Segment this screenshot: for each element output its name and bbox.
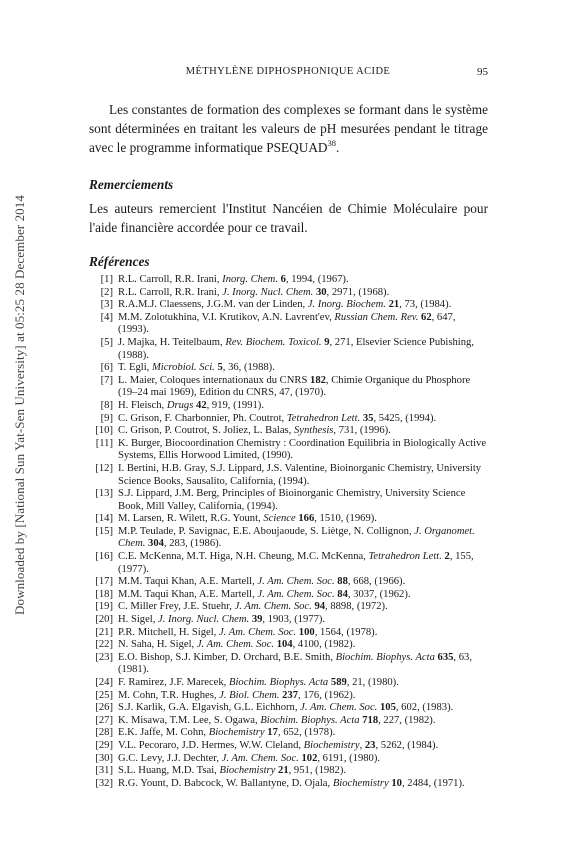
- volume-number: 718: [362, 714, 379, 726]
- reference-segment: M. Larsen, R. Wilett, R.G. Yount,: [118, 513, 264, 525]
- reference-text: [118, 727, 488, 740]
- reference-text: [118, 614, 488, 627]
- reference-segment: K. Misawa, T.M. Lee, S. Ogawa,: [118, 714, 261, 726]
- reference-text: [118, 438, 488, 463]
- reference-text: [118, 690, 488, 703]
- download-watermark: [0, 0, 40, 863]
- intro-text: Les constantes de formation des complexes se formant dans le système sont déterminées en traitant les valeurs de pH mesurées pendant le titrage avec le programme informatique PSEQUAD: [89, 102, 488, 155]
- reference-item: [89, 627, 488, 640]
- reference-item: [89, 375, 488, 400]
- reference-segment: R.L. Carroll, R.R. Irani,: [118, 274, 223, 285]
- reference-segment: , 652, (1978).: [277, 727, 336, 739]
- journal-name: Synthesis: [293, 425, 334, 437]
- reference-item: [89, 513, 488, 526]
- reference-segment: , 227, (1982).: [378, 714, 436, 726]
- reference-text: [118, 765, 488, 778]
- reference-text: [118, 287, 488, 300]
- running-header: [88, 66, 488, 82]
- reference-segment: E.O. Bishop, S.J. Kimber, D. Orchard, B.E. Smith,: [118, 651, 336, 663]
- journal-name: Biochim. Biophys. Acta: [335, 651, 435, 663]
- volume-number: 5: [217, 362, 223, 374]
- volume-number: 94: [314, 601, 326, 613]
- volume-number: 30: [315, 286, 327, 298]
- volume-number: 589: [330, 677, 347, 688]
- reference-item: [89, 413, 488, 426]
- reference-item: [89, 488, 488, 513]
- reference-text: [118, 463, 488, 488]
- volume-number: 102: [301, 752, 318, 764]
- journal-name: J. Am. Chem. Soc.: [196, 639, 275, 651]
- reference-text: [118, 425, 488, 438]
- volume-number: 105: [379, 702, 396, 714]
- reference-segment: , 36, (1988).: [222, 362, 275, 374]
- reference-segment: R.L. Carroll, R.R. Irani,: [118, 286, 223, 298]
- reference-text: [118, 778, 488, 791]
- reference-text: [118, 715, 488, 728]
- journal-name: Rev. Biochem. Toxicol.: [225, 336, 322, 348]
- reference-item: [89, 778, 488, 791]
- reference-text: [118, 702, 488, 715]
- reference-number: [7]: [100, 374, 113, 386]
- reference-item: [89, 400, 488, 413]
- references-heading: Références: [89, 254, 150, 269]
- reference-segment: T. Egli,: [118, 362, 152, 374]
- reference-number: [22]: [95, 639, 113, 651]
- reference-segment: , 951, (1982).: [288, 765, 347, 777]
- reference-item: [89, 287, 488, 300]
- reference-item: [89, 740, 488, 753]
- reference-text: [118, 312, 488, 337]
- reference-number: [4]: [100, 311, 113, 323]
- reference-text: [118, 589, 488, 602]
- reference-number: [28]: [95, 727, 113, 739]
- reference-segment: J. Majka, H. Teitelbaum,: [118, 336, 226, 348]
- reference-segment: C. Grison, P. Coutrot, S. Joliez, L. Balas,: [118, 425, 294, 437]
- reference-item: [89, 715, 488, 728]
- reference-segment: P.R. Mitchell, H. Sigel,: [118, 626, 219, 638]
- reference-number: [27]: [95, 714, 113, 726]
- journal-name: J. Organomet. Chem.: [118, 525, 475, 550]
- reference-segment: , 1564, (1978).: [314, 626, 378, 638]
- reference-segment: C. Miller Frey, J.E. Stuehr,: [118, 601, 235, 613]
- journal-name: Russian Chem. Rev.: [334, 311, 419, 323]
- reference-segment: C. Grison, F. Charbonnier, Ph. Coutrot,: [118, 412, 287, 424]
- volume-number: 182: [310, 374, 326, 386]
- reference-item: [89, 337, 488, 362]
- volume-number: 42: [196, 399, 207, 411]
- reference-number: [10]: [95, 425, 113, 437]
- reference-item: [89, 702, 488, 715]
- journal-name: J. Inorg. Nucl. Chem.: [222, 286, 314, 298]
- reference-segment: , 2484, (1971).: [401, 777, 465, 789]
- reference-segment: ,: [359, 739, 365, 751]
- reference-text: [118, 362, 488, 375]
- reference-segment: R.A.M.J. Claessens, J.G.M. van der Linden,: [118, 299, 308, 311]
- volume-number: 6: [280, 274, 286, 285]
- reference-segment: M.P. Teulade, P. Savignac, E.E. Aboujaoude, S. Liètge, N. Collignon,: [118, 525, 415, 537]
- reference-segment: , Chimie Organique du Phosphore (19–24 mai 1969), Edition du CNRS, 47, (1970).: [118, 374, 471, 399]
- reference-number: [9]: [100, 412, 113, 424]
- reference-text: [118, 375, 488, 400]
- reference-segment: M. Cohn, T.R. Hughes,: [118, 689, 220, 701]
- reference-segment: S.L. Huang, M.D. Tsai,: [118, 765, 220, 777]
- volume-number: 17: [267, 727, 278, 739]
- reference-segment: , 21, (1980).: [346, 677, 399, 688]
- reference-text: [118, 400, 488, 413]
- reference-segment: , 3037, (1962).: [347, 588, 411, 600]
- reference-item: [89, 765, 488, 778]
- reference-segment: S.J. Lippard, J.M. Berg, Principles of Bioinorganic Chemistry, University Science Book, Mill Valley, California, (1994).: [118, 488, 466, 512]
- reference-segment: E.K. Jaffe, M. Cohn,: [118, 727, 209, 739]
- reference-segment: , 731, (1996).: [333, 425, 391, 437]
- reference-item: [89, 677, 488, 690]
- reference-number: [24]: [95, 677, 113, 688]
- reference-text: [118, 652, 488, 677]
- reference-segment: , 668, (1966).: [347, 576, 406, 588]
- reference-number: [15]: [95, 525, 113, 537]
- journal-name: J. Am. Chem. Soc.: [257, 576, 335, 588]
- reference-segment: L. Maier, Coloques internationaux du CNRS: [118, 374, 311, 386]
- reference-segment: G.C. Levy, J.J. Dechter,: [118, 752, 222, 764]
- journal-name: Inorg. Chem.: [222, 274, 278, 285]
- reference-item: [89, 551, 488, 576]
- reference-item: [89, 438, 488, 463]
- reference-segment: , 4100, (1982).: [292, 639, 356, 651]
- reference-item: [89, 274, 488, 287]
- reference-number: [1]: [100, 274, 113, 285]
- reference-segment: , 647, (1993).: [118, 311, 456, 336]
- page-body: [89, 100, 488, 790]
- intro-paragraph: [89, 100, 488, 157]
- reference-item: [89, 727, 488, 740]
- reference-segment: R.G. Yount, D. Babcock, W. Ballantyne, D. Ojala,: [118, 777, 333, 789]
- reference-segment: , 1994, (1967).: [285, 274, 349, 285]
- reference-segment: M.M. Taqui Khan, A.E. Martell,: [118, 588, 258, 600]
- journal-name: Drugs: [166, 399, 194, 411]
- reference-number: [11]: [95, 437, 113, 449]
- reference-segment: I. Bertini, H.B. Gray, S.J. Lippard, J.S. Valentine, Bioinorganic Chemistry, University Science Books, Sausalito, California, (1994).: [118, 462, 482, 487]
- reference-segment: , 5262, (1984).: [375, 739, 439, 751]
- reference-item: [89, 690, 488, 703]
- reference-text: [118, 601, 488, 614]
- journal-name: J. Biol. Chem.: [219, 689, 280, 701]
- journal-name: Microbiol. Sci.: [151, 362, 215, 374]
- volume-number: 62: [421, 311, 432, 323]
- reference-number: [3]: [100, 299, 113, 311]
- reference-segment: F. Ramirez, J.F. Marecek,: [118, 677, 229, 688]
- reference-segment: M.M. Zolotukhina, V.I. Krutikov, A.N. Lavrent'ev,: [118, 311, 335, 323]
- reference-item: [89, 576, 488, 589]
- volume-number: 635: [437, 651, 454, 663]
- reference-segment: H. Fleisch,: [118, 399, 167, 411]
- reference-text: [118, 576, 488, 589]
- reference-number: [32]: [95, 777, 113, 789]
- reference-item: [89, 753, 488, 766]
- reference-segment: , 5425, (1994).: [373, 412, 437, 424]
- reference-segment: , 1903, (1977).: [262, 614, 326, 626]
- reference-segment: , 271, Elsevier Science Pubishing, (1988).: [118, 336, 474, 361]
- reference-segment: , 155, (1977).: [118, 551, 474, 575]
- reference-segment: S.J. Karlik, G.A. Elgavish, G.L. Eichhorn,: [118, 702, 301, 714]
- reference-segment: , 176, (1962).: [298, 689, 356, 701]
- reference-text: [118, 753, 488, 766]
- reference-text: [118, 513, 488, 526]
- journal-name: Biochemistry: [219, 765, 276, 777]
- reference-segment: V.L. Pecoraro, J.D. Hermes, W.W. Cleland,: [118, 739, 304, 751]
- reference-text: [118, 740, 488, 753]
- volume-number: 88: [337, 576, 348, 588]
- reference-segment: M.M. Taqui Khan, A.E. Martell,: [118, 576, 258, 588]
- volume-number: 10: [391, 777, 402, 789]
- reference-item: [89, 526, 488, 551]
- volume-number: 9: [324, 336, 330, 348]
- reference-segment: N. Saha, H. Sigel,: [118, 639, 197, 651]
- volume-number: 100: [298, 626, 315, 638]
- reference-segment: , 6191, (1980).: [317, 752, 381, 764]
- reference-segment: H. Sigel,: [118, 614, 159, 626]
- volume-number: 23: [364, 739, 376, 751]
- journal-name: Biochemistry: [332, 777, 389, 789]
- reference-number: [23]: [95, 651, 113, 663]
- reference-number: [16]: [95, 551, 113, 563]
- reference-number: [26]: [95, 702, 113, 714]
- reference-segment: , 1510, (1969).: [314, 513, 377, 525]
- reference-text: [118, 274, 488, 287]
- reference-text: [118, 337, 488, 362]
- reference-segment: , 283, (1986).: [163, 538, 222, 550]
- reference-text: [118, 488, 488, 513]
- reference-text: [118, 677, 488, 690]
- volume-number: 2: [444, 551, 450, 563]
- journal-name: J. Am. Chem. Soc.: [300, 702, 378, 714]
- journal-name: Biochemistry: [303, 739, 360, 751]
- reference-segment: , 602, (1983).: [395, 702, 454, 714]
- reference-item: [89, 589, 488, 602]
- volume-number: 104: [276, 639, 293, 651]
- reference-number: [13]: [95, 488, 113, 500]
- reference-number: [30]: [95, 752, 113, 764]
- reference-number: [12]: [95, 462, 113, 474]
- journal-name: J. Am. Chem. Soc.: [257, 588, 335, 600]
- journal-name: Tetrahedron Lett.: [368, 551, 442, 563]
- journal-name: J. Am. Chem. Soc.: [218, 626, 297, 638]
- reference-segment: K. Burger, Biocoordination Chemistry : Coordination Equilibria in Biologically Active Systems, Ellis Horwood Limited, (1990).: [118, 437, 487, 462]
- reference-number: [17]: [95, 576, 113, 588]
- reference-number: [20]: [95, 614, 113, 626]
- reference-item: [89, 614, 488, 627]
- reference-item: [89, 601, 488, 614]
- reference-text: [118, 526, 488, 551]
- reference-number: [14]: [95, 513, 113, 525]
- reference-item: [89, 652, 488, 677]
- running-title: MÉTHYLÈNE DIPHOSPHONIQUE ACIDE: [185, 66, 391, 77]
- volume-number: 39: [251, 614, 263, 626]
- reference-segment: , 8898, (1972).: [325, 601, 388, 613]
- journal-name: Science: [263, 513, 296, 525]
- volume-number: 21: [278, 765, 289, 777]
- journal-name: J. Inorg. Nucl. Chem.: [158, 614, 250, 626]
- reference-number: [8]: [100, 399, 113, 411]
- reference-item: [89, 463, 488, 488]
- reference-item: [89, 639, 488, 652]
- volume-number: 35: [362, 412, 374, 424]
- volume-number: 84: [337, 588, 348, 600]
- reference-number: [19]: [95, 601, 113, 613]
- reference-number: [25]: [95, 689, 113, 701]
- reference-segment: , 919, (1991).: [206, 399, 264, 411]
- reference-text: [118, 299, 488, 312]
- reference-segment: , 73, (1984).: [399, 299, 452, 311]
- download-watermark-text: Downloaded by [National Sun Yat-Sen University] at 05:25 28 December 2014: [12, 195, 27, 615]
- reference-segment: , 63, (1981).: [118, 651, 472, 676]
- journal-name: J. Inorg. Biochem.: [307, 299, 386, 311]
- journal-name: Biochemistry: [208, 727, 265, 739]
- journal-name: Biochim. Biophys. Acta: [260, 714, 360, 726]
- reference-segment: C.E. McKenna, M.T. Higa, N.H. Cheung, M.C. McKenna,: [118, 551, 369, 563]
- reference-text: [118, 551, 488, 576]
- reference-text: [118, 413, 488, 426]
- volume-number: 166: [298, 513, 315, 525]
- reference-list: [89, 274, 488, 790]
- journal-name: J. Am. Chem. Soc.: [234, 601, 312, 613]
- journal-name: J. Am. Chem. Soc.: [221, 752, 299, 764]
- acknowledgements-heading: Remerciements: [89, 177, 174, 192]
- reference-segment: , 2971, (1968).: [326, 286, 390, 298]
- volume-number: 237: [282, 689, 299, 701]
- volume-number: 21: [388, 299, 400, 311]
- reference-number: [29]: [95, 739, 113, 751]
- reference-text: [118, 639, 488, 652]
- reference-item: [89, 362, 488, 375]
- journal-name: Biochim. Biophys. Acta: [228, 677, 329, 688]
- reference-item: [89, 425, 488, 438]
- reference-number: [2]: [100, 286, 113, 298]
- reference-text: [118, 627, 488, 640]
- volume-number: 304: [148, 538, 164, 550]
- reference-number: [21]: [95, 626, 113, 638]
- reference-item: [89, 312, 488, 337]
- reference-number: [5]: [100, 336, 113, 348]
- acknowledgements-paragraph: Les auteurs remercient l'Institut Nancéien de Chimie Moléculaire pour l'aide financière accordée pour ce travail.: [89, 201, 488, 235]
- page-number: 95: [477, 66, 488, 78]
- reference-item: [89, 299, 488, 312]
- journal-name: Tetrahedron Lett.: [286, 412, 361, 424]
- reference-number: [6]: [100, 362, 113, 374]
- intro-end: .: [336, 140, 340, 155]
- reference-number: [31]: [95, 765, 113, 777]
- citation-superscript: 38: [327, 138, 337, 148]
- reference-number: [18]: [95, 588, 113, 600]
